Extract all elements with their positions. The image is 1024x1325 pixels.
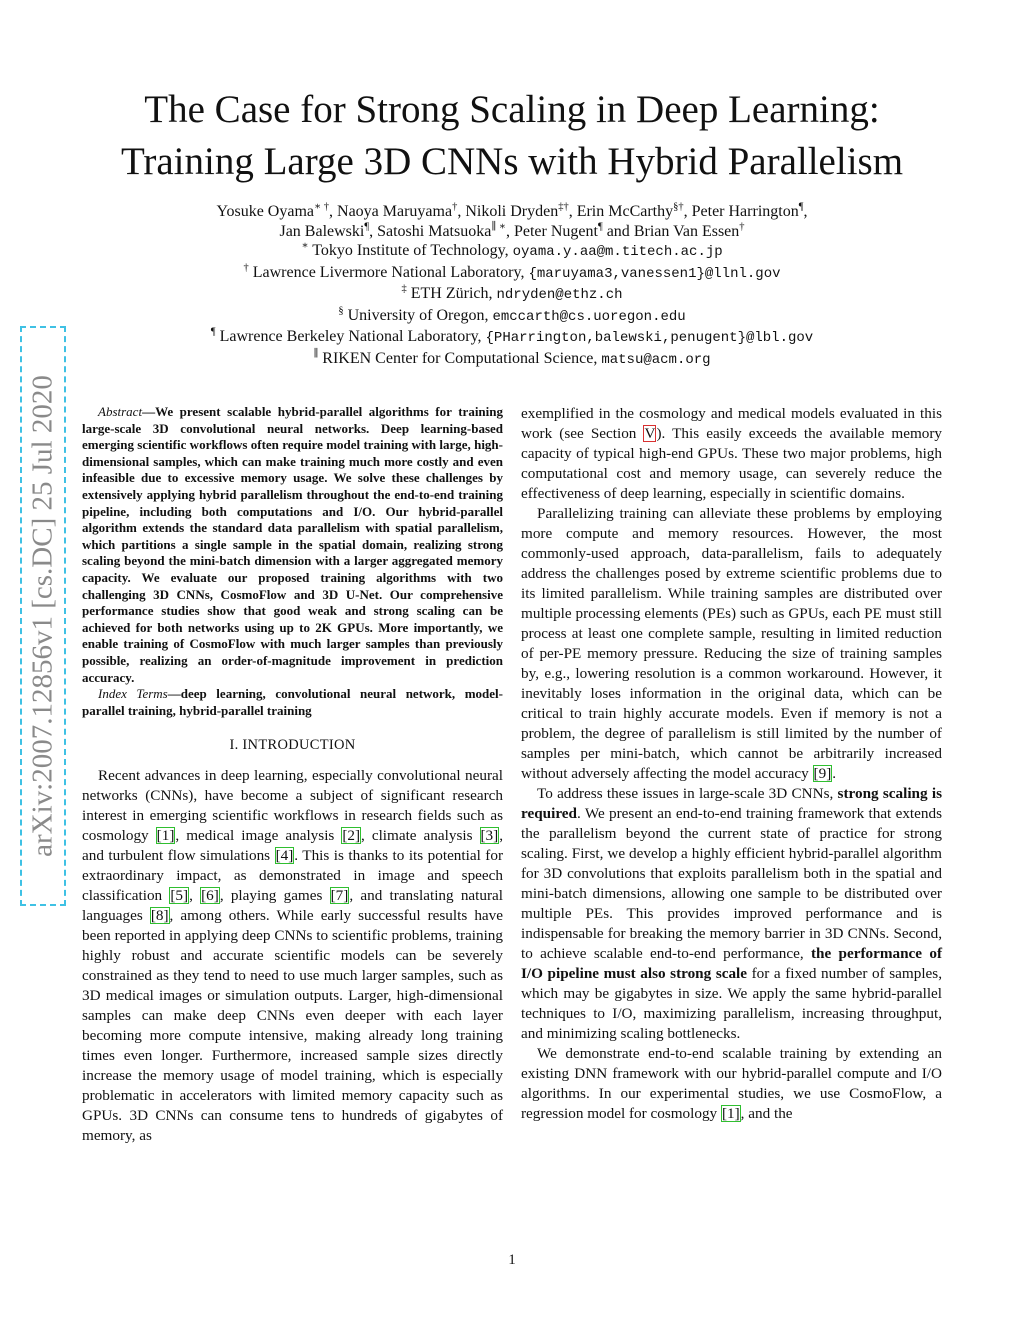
author-line-1: Yosuke Oyama∗ †, Naoya Maruyama†, Nikoli Dryden‡†, Erin McCarthy§†, Peter Harrington¶, [216, 201, 808, 220]
author-mark: §† [673, 201, 684, 213]
affiliation-name: RIKEN Center for Computational Science, [322, 349, 598, 367]
paper-title [60, 84, 964, 188]
right-column [521, 404, 942, 1124]
paragraph: To address these issues in large-scale 3D CNNs, strong scaling is required. We present an end-to-end training framework that extends the parallelism beyond the current state of practice for strong scaling. First, we develop a highly efficient hybrid-parallel algorithm for 3D convolutions that exploits parallelism both in the spatial and mini-batch dimensions, allowing one sample to be distributed over multiple PEs. This provides improved performance and is indispensable for breaking the memory barrier in 3D CNNs. Second, to achieve scalable end-to-end performance, the performance of I/O pipeline must also strong scale for a fixed number of samples, which may be gigabytes in size. We apply the same hybrid-parallel techniques to I/O, maximizing parallelism, increasing throughput, and minimizing scaling bottlenecks. [521, 785, 943, 1042]
affiliation-email[interactable]: {PHarrington,balewski,penugent}@lbl.gov [485, 330, 814, 346]
author-name: Erin McCarthy [576, 203, 674, 220]
abstract-label: Abstract [98, 404, 143, 419]
page-number: 1 [508, 1252, 516, 1268]
paragraph: Parallelizing training can alleviate these problems by employing more compute and memory resources. However, the most commonly-used approach, data-parallelism, fails to adequately address the challenges posed by extreme scientific problems due to its limited parallelism. While training samples are distributed over multiple processing elements (PEs) such as GPUs, each PE must still process at least one complete sample, resulting in limited reduction of per-PE memory pressure. Reducing the size of training samples by, e.g., lowering resolution is a common workaround. However, it inevitably loses information in the original data, which can be critical to train highly accurate models. Even if memory is not a problem, the degree of parallelism is still limited by the number of samples per mini-batch, which cannot be arbitrarily increased without adversely affecting the model accuracy [9]. [521, 505, 942, 782]
author-mark: † [452, 201, 458, 213]
affiliation-name: ETH Zürich, [410, 285, 493, 302]
author-mark: † [739, 221, 745, 233]
author-mark: ¶ [798, 201, 804, 213]
title-line-2: Training Large 3D CNNs with Hybrid Parallelism [120, 140, 904, 183]
citation-link[interactable]: [1] [721, 1105, 740, 1122]
affiliation [100, 284, 924, 306]
author-mark: ‡† [558, 201, 569, 213]
author-name: Nikoli Dryden [465, 203, 559, 220]
abstract [82, 404, 503, 686]
affiliation-email[interactable]: ndryden@ethz.ch [496, 287, 623, 303]
affiliation-mark: ‡ [401, 283, 407, 295]
author-mark: ¶ [597, 221, 603, 233]
affiliation-email[interactable]: {maruyama3,vanessen1}@llnl.gov [528, 265, 781, 282]
citation-link[interactable]: [1] [156, 827, 175, 845]
author-name: Yosuke Oyama [216, 203, 314, 220]
paragraph: We demonstrate end-to-end scalable training by extending an existing DNN framework with our hybrid-parallel compute and I/O algorithms. In our experimental studies, we use CosmoFlow, a regression model for cosmology [1], and the [521, 1045, 942, 1122]
affiliation-name: Lawrence Berkeley National Laboratory, [219, 328, 482, 345]
affiliation-name: Lawrence Livermore National Laboratory, [252, 263, 525, 281]
author-mark: ∗ † [314, 201, 330, 213]
affiliation [100, 306, 924, 328]
author-name: Peter Nugent [513, 222, 598, 240]
author-name: Satoshi Matsuoka [377, 222, 492, 240]
arxiv-identifier[interactable]: arXiv:2007.12856v1 [cs.DC] 25 Jul 2020 [26, 375, 59, 857]
citation-link[interactable]: [8] [150, 907, 169, 925]
abstract-text: —We present scalable hybrid-parallel algorithms for training large-scale 3D convolutional neural networks. Deep learning-based emerging scientific workflows often require model training with large, high-dimensional samples, which can make training much more costly and even infeasible due to excessive memory usage. We solve these challenges by extensively applying hybrid parallelism throughout the end-to-end training pipeline, including both computations and I/O. Our hybrid-parallel algorithm extends the standard data parallelism with spatial parallelism, which partitions a single sample in the spatial domain, realizing strong scaling beyond the mini-batch dimension with a larger aggregated memory capacity. We evaluate our proposed training algorithms with two challenging 3D CNNs, CosmoFlow and 3D U-Net. Our comprehensive performance studies show that good weak and strong scaling can be achieved for both networks using up to 2K GPUs. More importantly, we enable training of CosmoFlow with much larger samples than previously possible, realizing an order-of-magnitude improvement in prediction accuracy. [82, 404, 503, 685]
author-block [100, 202, 924, 370]
left-column [82, 404, 503, 1146]
affiliation-name: Tokyo Institute of Technology, [312, 242, 509, 259]
index-terms-text: —deep learning, convolutional neural network, model-parallel training, hybrid-parallel training [82, 686, 503, 718]
section-heading: I. INTRODUCTION [229, 737, 356, 754]
author-mark: ¶ [364, 221, 370, 233]
author-name: Peter Harrington [691, 203, 799, 220]
title-line-1: The Case for Strong Scaling in Deep Learning: [144, 88, 880, 131]
affiliation-name: University of Oregon, [347, 306, 489, 324]
arxiv-stamp[interactable] [20, 326, 66, 906]
affiliation [100, 263, 924, 285]
affiliation-mark: ¶ [210, 326, 216, 338]
citation-link[interactable]: [4] [275, 847, 294, 865]
citation-link[interactable]: [3] [480, 827, 499, 845]
affiliation-mark: † [243, 262, 249, 274]
paragraph: Recent advances in deep learning, especially convolutional neural networks (CNNs), have become a subject of significant research interest in emerging scientific workflows in research fields such as cosmology [1], medical image analysis [2], climate analysis [3], and turbulent flow simulations [4]. This is thanks to its potential for extraordinary impact, as demonstrated in image and speech classification [5], [6], playing games [7], and translating natural languages [8], among others. While early successful results have been reported in applying deep CNNs to scientific problems, training highly robust and accurate scientific models can be severely constrained as they tend to need to use much larger samples, such as 3D medical images or simulation outputs. Larger, high-dimensional samples can make deep CNNs even deeper with each layer becoming more compute intensive, making already long training times even longer. Furthermore, increased sample sizes directly increase the memory usage of model training, which is especially problematic in accelerators with limited memory capacity such as GPUs. 3D CNNs can consume tens to hundreds of gigabytes of memory, as [82, 767, 504, 1145]
citation-link[interactable]: [5] [170, 887, 189, 905]
affiliation [100, 327, 924, 349]
index-terms [82, 686, 503, 719]
citation-link[interactable]: [2] [342, 827, 361, 845]
affiliation-mark: ∗ [301, 240, 309, 252]
section-link[interactable]: V [644, 425, 656, 442]
author-name: Brian Van Essen [633, 222, 740, 240]
paragraph: exemplified in the cosmology and medical models evaluated in this work (see Section V). This easily exceeds the available memory capacity of typical high-end GPUs. These two major problems, high computational cost and memory usage, can severely reduce the effectiveness of deep learning, especially in scientific domains. [521, 405, 943, 502]
affiliation [100, 349, 924, 371]
index-terms-label: Index Terms [98, 686, 168, 702]
author-conjunction: and [606, 222, 630, 240]
author-name: Jan Balewski [279, 222, 365, 240]
affiliation-email[interactable]: matsu@acm.org [601, 351, 711, 368]
citation-link[interactable]: [9] [813, 765, 832, 782]
affiliation-email[interactable]: oyama.y.aa@m.titech.ac.jp [512, 244, 723, 260]
citation-link[interactable]: [7] [330, 887, 349, 905]
affiliation [100, 241, 924, 263]
affiliation-mark: § [338, 305, 344, 317]
author-name: Naoya Maruyama [337, 203, 453, 220]
author-line-2: Jan Balewski¶, Satoshi Matsuoka∥ ∗, Peter Nugent¶ and Brian Van Essen† [279, 221, 745, 240]
affiliation-email[interactable]: emccarth@cs.uoregon.edu [492, 308, 686, 325]
emphasis: the performance of I/O pipeline must also strong scale [521, 945, 943, 982]
emphasis: strong scaling is required [521, 785, 942, 822]
affiliation-mark: ∥ [313, 348, 319, 360]
citation-link[interactable]: [6] [201, 887, 219, 905]
author-mark: ∥ ∗ [491, 221, 506, 233]
